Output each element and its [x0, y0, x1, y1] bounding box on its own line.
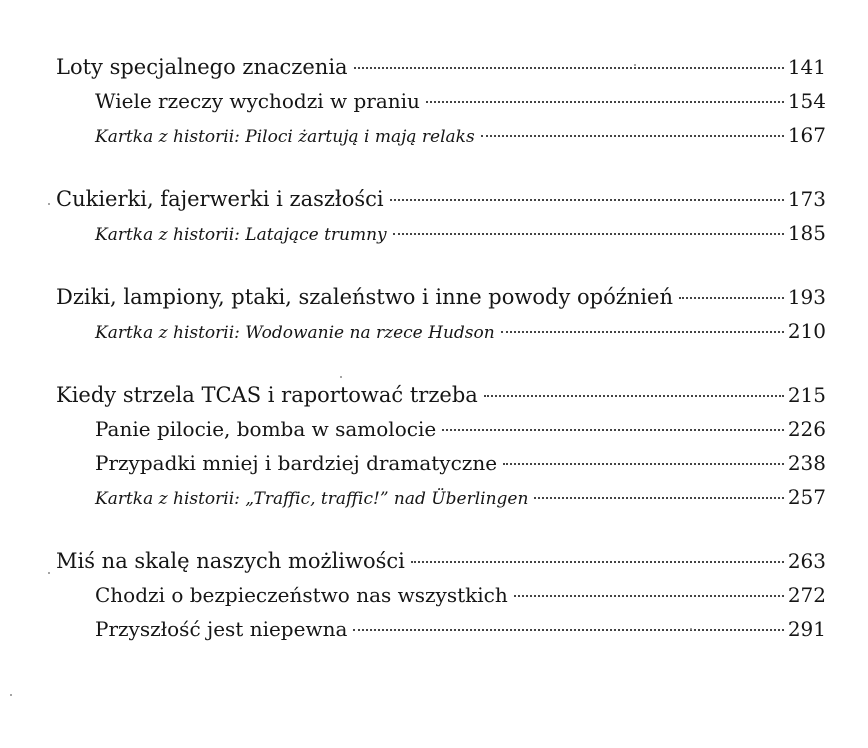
dot-leader	[534, 497, 783, 499]
scan-speck	[690, 628, 692, 630]
page-number: 185	[787, 221, 826, 245]
page-number: 193	[787, 285, 826, 309]
dot-leader	[442, 429, 784, 431]
chapter-title: Cukierki, fajerwerki i zaszłości	[56, 187, 384, 211]
toc-section	[56, 55, 826, 157]
story-title: Kartka z historii: Piloci żartują i mają relaks	[95, 127, 475, 147]
dot-leader	[514, 595, 784, 597]
page-number: 141	[787, 55, 826, 79]
subchapter-title: Przypadki mniej i bardziej dramatyczne	[95, 451, 498, 475]
toc-subchapter-entry	[56, 89, 826, 123]
page-number: 167	[787, 123, 826, 147]
toc-subchapter-entry	[56, 617, 826, 651]
dot-leader	[353, 629, 783, 631]
subchapter-title: Przyszłość jest niepewna	[95, 617, 348, 641]
chapter-title: Kiedy strzela TCAS i raportować trzeba	[56, 383, 478, 407]
dot-leader	[390, 199, 784, 201]
page-number: 263	[787, 549, 826, 573]
dot-leader	[354, 67, 784, 69]
dot-leader	[484, 395, 784, 397]
page-number: 291	[787, 617, 826, 641]
chapter-title: Miś na skalę naszych możliwości	[56, 549, 405, 573]
toc-story-entry	[56, 485, 826, 519]
toc-section	[56, 285, 826, 353]
scan-speck	[48, 203, 50, 205]
toc-section	[56, 549, 826, 651]
page-number: 173	[787, 187, 826, 211]
chapter-title: Dziki, lampiony, ptaki, szaleństwo i inne powody opóźnień	[56, 285, 673, 309]
subchapter-title: Wiele rzeczy wychodzi w praniu	[95, 89, 420, 113]
toc-section	[56, 187, 826, 255]
page-number: 154	[787, 89, 826, 113]
dot-leader	[503, 463, 784, 465]
toc-chapter-entry	[56, 383, 826, 417]
subchapter-title: Panie pilocie, bomba w samolocie	[95, 417, 437, 441]
dot-leader	[411, 561, 784, 563]
story-title: Kartka z historii: Wodowanie na rzece Hudson	[95, 323, 495, 343]
page-number: 226	[787, 417, 826, 441]
scan-speck	[10, 694, 12, 696]
dot-leader	[393, 233, 784, 235]
dot-leader	[501, 331, 784, 333]
toc-subchapter-entry	[56, 451, 826, 485]
subchapter-title: Chodzi o bezpieczeństwo nas wszystkich	[95, 583, 508, 607]
page-number: 272	[787, 583, 826, 607]
dot-leader	[679, 297, 784, 299]
toc-chapter-entry	[56, 285, 826, 319]
story-title: Kartka z historii: Latające trumny	[95, 225, 387, 245]
toc-subchapter-entry	[56, 583, 826, 617]
page-number: 210	[787, 319, 826, 343]
scan-speck	[340, 376, 342, 378]
toc-chapter-entry	[56, 187, 826, 221]
page-number: 215	[787, 383, 826, 407]
chapter-title: Loty specjalnego znaczenia	[56, 55, 348, 79]
toc-section	[56, 383, 826, 519]
story-title: Kartka z historii: „Traffic, traffic!” nad Überlingen	[95, 489, 529, 509]
toc-story-entry	[56, 319, 826, 353]
table-of-contents	[56, 55, 826, 681]
dot-leader	[426, 101, 784, 103]
dot-leader	[481, 135, 784, 137]
toc-story-entry	[56, 221, 826, 255]
toc-story-entry	[56, 123, 826, 157]
toc-chapter-entry	[56, 55, 826, 89]
page-number: 257	[787, 485, 826, 509]
toc-chapter-entry	[56, 549, 826, 583]
toc-subchapter-entry	[56, 417, 826, 451]
scan-speck	[48, 572, 50, 574]
scan-speck	[634, 64, 636, 66]
page-number: 238	[787, 451, 826, 475]
